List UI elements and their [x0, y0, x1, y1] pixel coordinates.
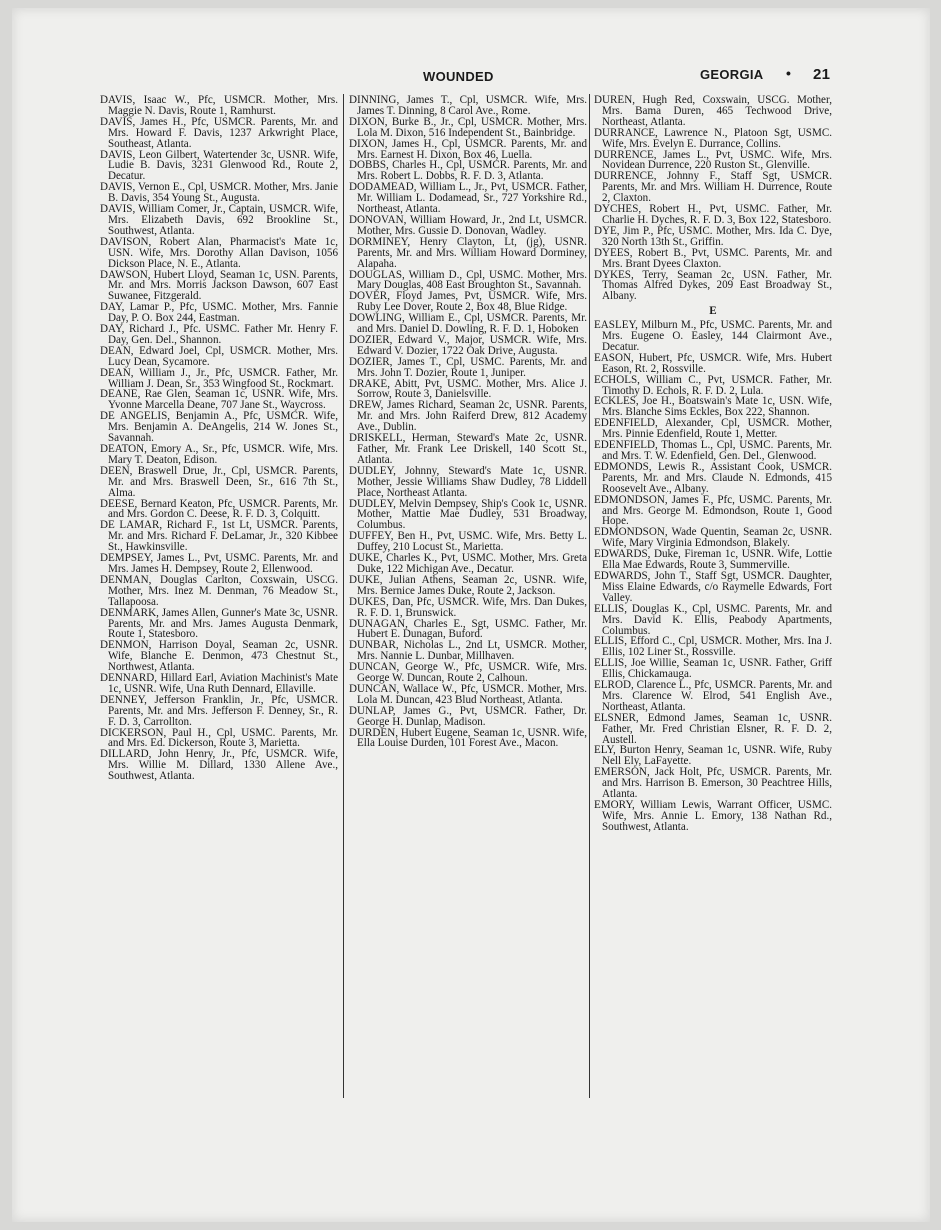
roster-entry: DE LAMAR, Richard F., 1st Lt, USMCR. Parents, Mr. and Mrs. Richard F. DeLamar, Jr., 320 Kibbee St., Hawkinsville.	[100, 519, 338, 554]
roster-entry: EDMONDSON, Wade Quentin, Seaman 2c, USNR. Wife, Mary Virginia Edmondson, Blakely.	[594, 526, 832, 550]
roster-entry: DOZIER, James T., Cpl, USMC. Parents, Mr. and Mrs. John T. Dozier, Route 1, Juniper.	[349, 355, 587, 379]
state-title: GEORGIA	[700, 67, 764, 82]
roster-entry: EDENFIELD, Thomas L., Cpl, USMC. Parents, Mr. and Mrs. T. W. Edenfield, Gen. Del., Glenwood.	[594, 439, 832, 462]
roster-entry: EDMONDS, Lewis R., Assistant Cook, USMCR. Parents, Mr. and Mrs. Claude N. Edmonds, 415 Roosevelt Ave., Albany.	[594, 460, 832, 495]
roster-entry: DEANE, Rae Glen, Seaman 1c, USNR. Wife, Mrs. Yvonne Marcella Deane, 707 Jane St., Waycross.	[100, 388, 338, 412]
roster-entry: DOWLING, William E., Cpl, USMCR. Parents, Mr. and Mrs. Daniel D. Dowling, R. F. D. 1, Hoboken	[349, 312, 587, 336]
roster-entry: DENMON, Harrison Doyal, Seaman 2c, USNR. Wife, Blanche E. Denmon, 473 Chestnut St., Northwest, Atlanta.	[100, 639, 338, 674]
roster-entry: DENMAN, Douglas Carlton, Coxswain, USCG. Mother, Mrs. Inez M. Denman, 76 Meadow St., Tallapoosa.	[100, 573, 338, 608]
roster-entry: EDENFIELD, Alexander, Cpl, USMCR. Mother, Mrs. Pinnie Edenfield, Route 1, Metter.	[594, 417, 832, 441]
roster-entry: DEAN, Edward Joel, Cpl, USMCR. Mother, Mrs. Lucy Dean, Sycamore.	[100, 344, 338, 368]
roster-entry: DEEN, Braswell Drue, Jr., Cpl, USMCR. Parents, Mr. and Mrs. Braswell Deen, Sr., 616 7th St., Alma.	[100, 464, 338, 499]
column-1	[100, 95, 338, 782]
roster-entry: DUDLEY, Johnny, Steward's Mate 1c, USNR. Mother, Jessie Williams Shaw Dudley, 78 Liddell Place, Northeast Atlanta.	[349, 464, 587, 499]
roster-entry: DIXON, Burke B., Jr., Cpl, USMCR. Mother, Mrs. Lola M. Dixon, 516 Independent St., Bainbridge.	[349, 115, 587, 139]
section-title: WOUNDED	[423, 69, 494, 84]
column-divider	[343, 94, 344, 1098]
roster-entry: ELLIS, Douglas K., Cpl, USMC. Parents, Mr. and Mrs. David K. Ellis, Peabody Apartments, Columbus.	[594, 602, 832, 637]
roster-entry: DEAN, William J., Jr., Pfc, USMCR. Father, Mr. William J. Dean, Sr., 353 Wingfood St., Rockmart.	[100, 366, 338, 390]
roster-entry: DUFFEY, Ben H., Pvt, USMC. Wife, Mrs. Betty L. Duffey, 210 Locust St., Marietta.	[349, 530, 587, 554]
roster-entry: DURRENCE, Johnny F., Staff Sgt, USMCR. Parents, Mr. and Mrs. William H. Durrence, Route 2, Claxton.	[594, 170, 832, 205]
roster-entry: DEESE, Bernard Keaton, Pfc, USMCR. Parents, Mr. and Mrs. Gordon C. Deese, R. F. D. 3, Colquitt.	[100, 497, 338, 521]
roster-entry: DEATON, Emory A., Sr., Pfc, USMCR. Wife, Mrs. Mary T. Deaton, Edison.	[100, 443, 338, 466]
roster-entry: DUREN, Hugh Red, Coxswain, USCG. Mother, Mrs. Bama Duren, 465 Techwood Drive, Northeast, Atlanta.	[594, 94, 832, 128]
roster-entry: DENMARK, James Allen, Gunner's Mate 3c, USNR. Parents, Mr. and Mrs. James Augusta Denmark, Route 1, Statesboro.	[100, 606, 338, 641]
roster-entry: DYCHES, Robert H., Pvt, USMC. Father, Mr. Charlie H. Dyches, R. F. D. 3, Box 122, Statesboro.	[594, 203, 832, 226]
roster-entry: DAVIS, Vernon E., Cpl, USMCR. Mother, Mrs. Janie B. Davis, 354 Young St., Augusta.	[100, 181, 338, 205]
roster-entry: DAWSON, Hubert Lloyd, Seaman 1c, USN. Parents, Mr. and Mrs. Morris Jackson Dawson, 607 East Suwanee, Fitzgerald.	[100, 268, 338, 303]
roster-entry: ELSNER, Edmond James, Seaman 1c, USNR. Father, Mr. Fred Christian Elsner, R. F. D. 2, Austell.	[594, 711, 832, 746]
roster-entry: EDMONDSON, James F., Pfc, USMC. Parents, Mr. and Mrs. George M. Edmondson, Route 1, Good Hope.	[594, 493, 832, 528]
page-number: 21	[813, 66, 831, 83]
roster-entry: DRISKELL, Herman, Steward's Mate 2c, USNR. Father, Mr. Frank Lee Driskell, 140 Scott St., Atlanta.	[349, 432, 587, 466]
roster-entry: DENNARD, Hillard Earl, Aviation Machinist's Mate 1c, USNR. Wife, Una Ruth Dennard, Ellaville.	[100, 672, 338, 695]
roster-entry: DAVIS, Isaac W., Pfc, USMCR. Mother, Mrs. Maggie N. Davis, Route 1, Ramhurst.	[100, 94, 338, 117]
roster-entry: DREW, James Richard, Seaman 2c, USNR. Parents, Mr. and Mrs. John Raiferd Drew, 812 Academy Ave., Dublin.	[349, 399, 587, 434]
roster-entry: ELY, Burton Henry, Seaman 1c, USNR. Wife, Ruby Nell Ely, LaFayette.	[594, 744, 832, 768]
roster-entry: DINNING, James T., Cpl, USMCR. Wife, Mrs. James T. Dinning, 8 Carol Ave., Rome.	[349, 94, 587, 117]
roster-entry: EMORY, William Lewis, Warrant Officer, USMC. Wife, Mrs. Annie L. Emory, 138 Nathan Rd., Southwest, Atlanta.	[594, 799, 832, 833]
roster-entry: DORMINEY, Henry Clayton, Lt, (jg), USNR. Parents, Mr. and Mrs. William Howard Dorminey, Alapaha.	[349, 235, 587, 270]
section-letter: E	[709, 305, 717, 318]
roster-entry: EDWARDS, John T., Staff Sgt, USMCR. Daughter, Miss Elaine Edwards, c/o Raymelle Edwards, Fort Valley.	[594, 569, 832, 604]
roster-entry: ELLIS, Efford C., Cpl, USMCR. Mother, Mrs. Ina J. Ellis, 102 Liner St., Rossville.	[594, 635, 832, 659]
roster-entry: DYKES, Terry, Seaman 2c, USN. Father, Mr. Thomas Alfred Dykes, 209 East Broadway St., Albany.	[594, 268, 832, 303]
roster-entry: DILLARD, John Henry, Jr., Pfc, USMCR. Wife, Mrs. Willie M. Dillard, 1330 Allene Ave., Southwest, Atlanta.	[100, 748, 338, 783]
roster-entry: ECKLES, Joe H., Boatswain's Mate 1c, USN. Wife, Mrs. Blanche Sims Eckles, Box 222, Shannon.	[594, 395, 832, 419]
column-3	[594, 95, 832, 833]
roster-entry: ELROD, Clarence L., Pfc, USMCR. Parents, Mr. and Mrs. Clarence W. Elrod, 541 English Ave., Northeast, Atlanta.	[594, 679, 832, 713]
roster-entry: DAVIS, William Comer, Jr., Captain, USMCR. Wife, Mrs. Elizabeth Davis, 692 Brookline St., Southwest, Atlanta.	[100, 203, 338, 237]
column-3-d-entries	[594, 95, 832, 302]
page-header	[0, 66, 941, 86]
roster-entry: EMERSON, Jack Holt, Pfc, USMCR. Parents, Mr. and Mrs. Harrison B. Emerson, 30 Peachtree Hills, Atlanta.	[594, 766, 832, 801]
roster-entry: ELLIS, Joe Willie, Seaman 1c, USNR. Father, Griff Ellis, Chickamauga.	[594, 657, 832, 681]
roster-entry: DIXON, James H., Cpl, USMCR. Parents, Mr. and Mrs. Earnest H. Dixon, Box 46, Luella.	[349, 137, 587, 161]
roster-entry: DURRANCE, Lawrence N., Platoon Sgt, USMC. Wife, Mrs. Evelyn E. Durrance, Collins.	[594, 126, 832, 150]
roster-entry: DYEES, Robert B., Pvt, USMC. Parents, Mr. and Mrs. Brant Dyees Claxton.	[594, 246, 832, 270]
roster-entry: EASLEY, Milburn M., Pfc, USMC. Parents, Mr. and Mrs. Eugene O. Easley, 144 Clairmont Ave., Decatur.	[594, 319, 832, 353]
roster-entry: DUKE, Julian Athens, Seaman 2c, USNR. Wife, Mrs. Bernice James Duke, Route 2, Jackson.	[349, 573, 587, 597]
roster-entry: DONOVAN, William Howard, Jr., 2nd Lt, USMCR. Mother, Mrs. Gussie D. Donovan, Wadley.	[349, 213, 587, 237]
roster-entry: ECHOLS, William C., Pvt, USMCR. Father, Mr. Timothy D. Echols, R. F. D. 2, Lula.	[594, 373, 832, 397]
roster-entry: DUNBAR, Nicholas L., 2nd Lt, USMCR. Mother, Mrs. Nannie L. Dunbar, Millhaven.	[349, 639, 587, 663]
roster-entry: DURDEN, Hubert Eugene, Seaman 1c, USNR. Wife, Ella Louise Durden, 101 Forest Ave., Macon.	[349, 726, 587, 750]
roster-entry: DRAKE, Abitt, Pvt, USMC. Mother, Mrs. Alice J. Sorrow, Route 3, Danielsville.	[349, 377, 587, 401]
roster-entry: DUKE, Charles K., Pvt, USMC. Mother, Mrs. Greta Duke, 122 Michigan Ave., Decatur.	[349, 552, 587, 575]
roster-entry: DEMPSEY, James L., Pvt, USMC. Parents, Mr. and Mrs. James H. Dempsey, Route 2, Ellenwood.	[100, 552, 338, 575]
roster-entry: DUDLEY, Melvin Dempsey, Ship's Cook 1c, USNR. Mother, Mattie Mae Dudley, 531 Broadway, Columbus.	[349, 497, 587, 532]
roster-entry: DICKERSON, Paul H., Cpl, USMC. Parents, Mr. and Mrs. Ed. Dickerson, Route 3, Marietta.	[100, 726, 338, 750]
column-2	[349, 95, 587, 749]
roster-entry: DAY, Lamar P., Pfc, USMC. Mother, Mrs. Fannie Day, P. O. Box 244, Eastman.	[100, 301, 338, 325]
roster-entry: DURRENCE, James L., Pvt, USMC. Wife, Mrs. Novidean Durrence, 220 Ruston St., Glenville.	[594, 148, 832, 172]
roster-entry: DYE, Jim P., Pfc, USMC. Mother, Mrs. Ida C. Dye, 320 North 13th St., Griffin.	[594, 224, 832, 248]
roster-entry: DAVIS, James H., Pfc, USMCR. Parents, Mr. and Mrs. Howard F. Davis, 1237 Arkwright Place, Southeast, Atlanta.	[100, 115, 338, 150]
roster-entry: EDWARDS, Duke, Fireman 1c, USNR. Wife, Lottie Ella Mae Edwards, Route 3, Summerville.	[594, 548, 832, 572]
roster-entry: EASON, Hubert, Pfc, USMCR. Wife, Mrs. Hubert Eason, Rt. 2, Rossville.	[594, 351, 832, 375]
roster-entry: DAVIS, Leon Gilbert, Watertender 3c, USNR. Wife, Ludie B. Davis, 3231 Glenwood Rd., Route 2, Decatur.	[100, 148, 338, 183]
roster-entry: DUNCAN, George W., Pfc, USMCR. Wife, Mrs. George W. Duncan, Route 2, Calhoun.	[349, 661, 587, 685]
roster-entry: DUNLAP, James G., Pvt, USMCR. Father, Dr. George H. Dunlap, Madison.	[349, 704, 587, 728]
roster-entry: DUNAGAN, Charles E., Sgt, USMC. Father, Mr. Hubert E. Dunagan, Buford.	[349, 617, 587, 641]
roster-entry: DAY, Richard J., Pfc. USMC. Father Mr. Henry F. Day, Gen. Del., Shannon.	[100, 323, 338, 346]
roster-entry: DOVER, Floyd James, Pvt, USMCR. Wife, Mrs. Ruby Lee Dover, Route 2, Box 48, Blue Ridge.	[349, 290, 587, 314]
roster-entry: DODAMEAD, William L., Jr., Pvt, USMCR. Father, Mr. William L. Dodamead, Sr., 727 Yorkshire Rd., Northeast, Atlanta.	[349, 181, 587, 216]
roster-entry: DENNEY, Jefferson Franklin, Jr., Pfc, USMCR. Parents, Mr. and Mrs. Jefferson F. Denney, Sr., R. F. D. 3, Carrollton.	[100, 693, 338, 728]
roster-entry: DUNCAN, Wallace W., Pfc, USMCR. Mother, Mrs. Lola M. Duncan, 423 Blud Northeast, Atlanta.	[349, 682, 587, 706]
roster-entry: DOBBS, Charles H., Cpl, USMCR. Parents, Mr. and Mrs. Robert L. Dobbs, R. F. D. 3, Atlanta.	[349, 159, 587, 183]
column-3-e-entries	[594, 320, 832, 833]
header-bullet: •	[786, 65, 792, 81]
roster-entry: DUKES, Dan, Pfc, USMCR. Wife, Mrs. Dan Dukes, R. F. D. 1, Brunswick.	[349, 595, 587, 619]
roster-entry: DAVISON, Robert Alan, Pharmacist's Mate 1c, USN. Wife, Mrs. Dorothy Allan Davison, 1056 Dickson Place, N. E., Atlanta.	[100, 235, 338, 270]
roster-entry: DOZIER, Edward V., Major, USMCR. Wife, Mrs. Edward V. Dozier, 1722 Oak Drive, Augusta.	[349, 333, 587, 357]
roster-entry: DOUGLAS, William D., Cpl, USMC. Mother, Mrs. Mary Douglas, 408 East Broughton St., Savannah.	[349, 268, 587, 292]
roster-entry: DE ANGELIS, Benjamin A., Pfc, USMCR. Wife, Mrs. Benjamin A. DeAngelis, 214 W. Jones St., Savannah.	[100, 410, 338, 445]
column-divider	[589, 94, 590, 1098]
